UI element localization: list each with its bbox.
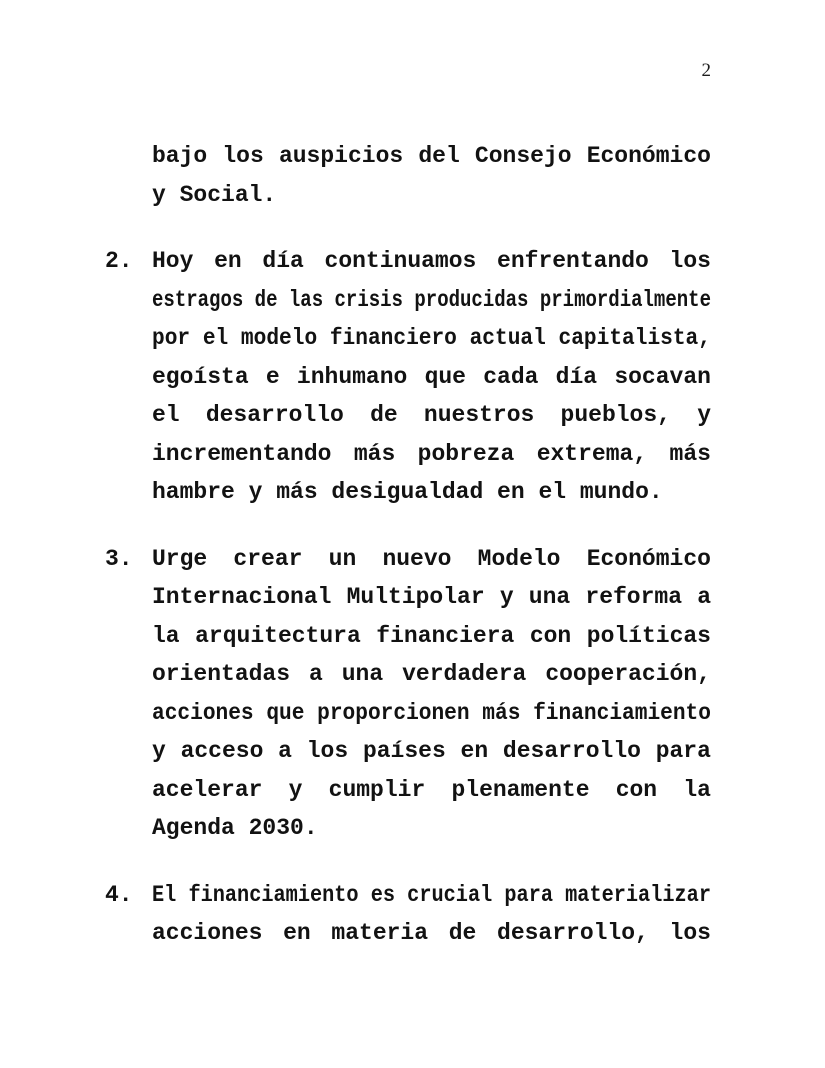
text-line — [152, 698, 711, 737]
word: el — [152, 402, 180, 428]
text-line — [152, 246, 711, 285]
text-line — [152, 285, 711, 324]
word: Internacional — [152, 584, 332, 610]
word: Económico — [586, 143, 711, 169]
word: desarrollo — [502, 738, 641, 764]
paragraph — [105, 246, 711, 516]
word: del — [418, 143, 460, 169]
word: en — [460, 738, 489, 764]
text-line — [152, 880, 711, 919]
word: pueblos, — [560, 402, 671, 428]
text-line — [152, 400, 711, 439]
word: e — [265, 363, 280, 390]
paragraph-number: 3. — [105, 545, 133, 572]
word: países — [362, 738, 446, 764]
word: nuevo — [382, 545, 452, 572]
word: una — [528, 584, 571, 610]
text-line-content: y Social. — [152, 181, 277, 208]
word: que — [424, 363, 466, 390]
word: una — [341, 661, 384, 687]
word: políticas — [586, 622, 711, 649]
text-line — [152, 775, 711, 814]
text-line — [152, 141, 711, 180]
word: materia — [331, 920, 429, 946]
word: reforma — [585, 584, 683, 610]
word: nuestros — [423, 402, 535, 428]
word: para — [655, 738, 711, 764]
word: enfrentando — [497, 248, 649, 274]
text-line-content: hambre y más desigualdad en el mundo. — [152, 479, 663, 505]
word: acelerar — [152, 776, 263, 803]
word: día — [555, 363, 598, 390]
word: y — [288, 776, 303, 803]
word: la — [683, 776, 711, 803]
word: crear — [233, 545, 303, 572]
word: de — [448, 920, 477, 946]
word: más — [669, 440, 711, 467]
word: cumplir — [328, 776, 426, 803]
word: los — [306, 738, 349, 764]
word: desarrollo — [205, 402, 344, 428]
word: y — [499, 584, 514, 610]
word: más — [353, 440, 396, 467]
text-line — [152, 582, 711, 621]
word: en — [283, 920, 311, 946]
text-line-content: Agenda 2030. — [152, 815, 318, 841]
paragraph-number: 4. — [105, 881, 133, 908]
document-body — [105, 141, 711, 985]
word: financiera — [376, 622, 515, 649]
word: a — [278, 738, 292, 764]
word: Consejo — [474, 143, 572, 169]
word: a — [697, 584, 711, 610]
text-line — [152, 323, 711, 362]
word: Modelo — [477, 545, 561, 572]
word: verdadera — [402, 661, 527, 687]
text-line — [152, 180, 711, 219]
text-line — [152, 621, 711, 660]
word: Urge — [152, 545, 208, 572]
word: Económico — [586, 545, 711, 572]
word: con — [529, 622, 572, 649]
word: Multipolar — [346, 584, 485, 610]
text-line-content: por el modelo financiero actual capitalista, — [152, 325, 711, 351]
word: día — [262, 248, 304, 274]
word: socavan — [614, 363, 711, 390]
word: extrema, — [536, 440, 648, 467]
word: desarrollo, — [497, 920, 649, 946]
text-line — [152, 736, 711, 775]
word: bajo — [152, 143, 208, 169]
text-line — [152, 439, 711, 478]
word: los — [669, 248, 711, 274]
text-line-content: estragos de las crisis producidas primordialmente — [152, 286, 711, 313]
paragraph-number: 2. — [105, 248, 133, 274]
page-number: 2 — [701, 60, 711, 81]
paragraph — [105, 544, 711, 852]
word: los — [222, 143, 264, 169]
word: cada — [483, 363, 539, 390]
word: Hoy — [152, 248, 194, 274]
word: acceso — [180, 738, 264, 764]
paragraph — [105, 880, 711, 957]
word: y — [152, 738, 166, 764]
text-line — [152, 544, 711, 583]
word: y — [697, 402, 711, 428]
text-line — [152, 477, 711, 516]
word: auspicios — [278, 143, 404, 169]
text-line — [152, 918, 711, 957]
word: de — [370, 402, 398, 428]
word: a — [308, 661, 323, 687]
word: pobreza — [417, 440, 515, 467]
text-line — [152, 659, 711, 698]
word: inhumano — [296, 363, 408, 390]
word: egoísta — [152, 363, 249, 390]
text-line-content: acciones que proporcionen más financiamiento — [152, 699, 711, 726]
word: arquitectura — [195, 622, 361, 649]
text-line — [152, 362, 711, 401]
word: la — [152, 622, 180, 649]
word: los — [669, 920, 711, 946]
word: en — [214, 248, 242, 274]
word: cooperación, — [545, 661, 711, 687]
word: un — [328, 545, 357, 572]
word: acciones — [152, 920, 263, 946]
text-line — [152, 813, 711, 852]
word: con — [615, 776, 658, 803]
paragraph — [152, 141, 711, 218]
word: continuamos — [324, 248, 477, 274]
word: orientadas — [152, 661, 291, 687]
text-line-content: El financiamiento es crucial para materializar — [152, 881, 711, 908]
word: plenamente — [451, 776, 590, 803]
word: incrementando — [152, 440, 332, 467]
